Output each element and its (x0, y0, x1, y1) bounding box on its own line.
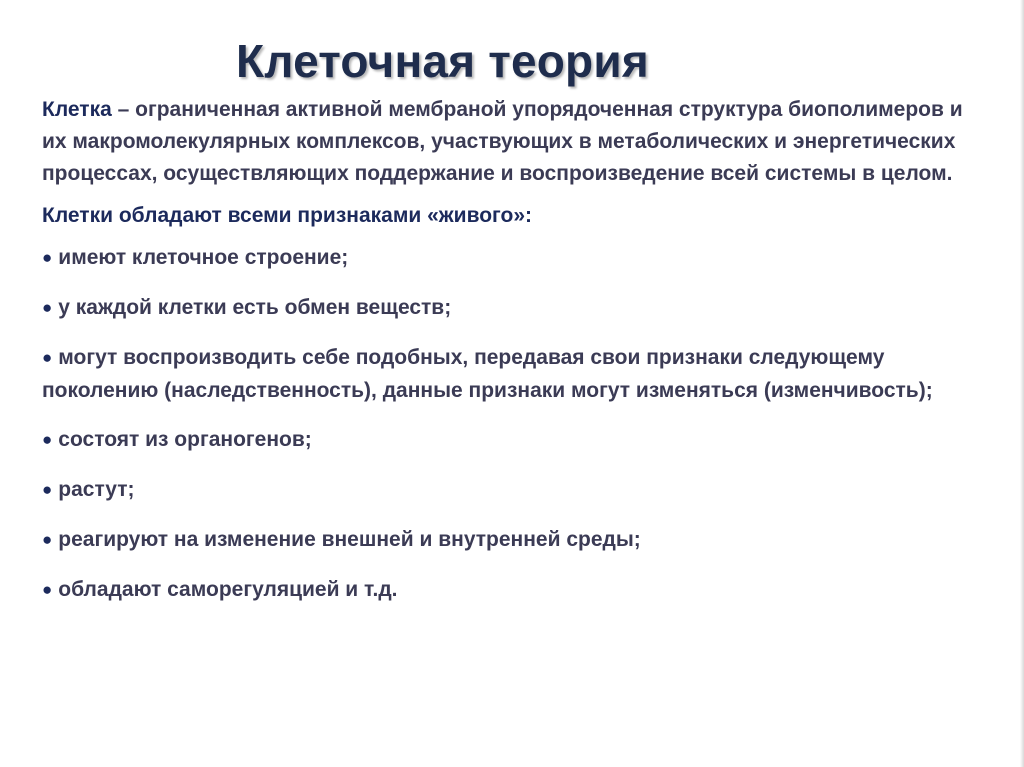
list-item-text: реагируют на изменение внешней и внутренней среды; (58, 528, 641, 551)
bullet-icon: ● (42, 580, 53, 599)
list-item (42, 524, 982, 557)
slide-title: Клеточная теория (236, 35, 649, 87)
list-item (42, 292, 982, 325)
list-item (42, 574, 982, 607)
list-item (42, 242, 982, 275)
list-item (42, 474, 982, 507)
definition-dash: – (111, 98, 136, 121)
list-item-text: могут воспроизводить себе подобных, передавая свои признаки следующему поколению (наследственность), данные признаки могут изменяться (изменчивость); (42, 346, 933, 402)
definition-text: ограниченная активной мембраной упорядоченная структура биополимеров и их макромолекулярных комплексов, участвующих в метаболических и энергетических процессах, осуществляющих поддержание и воспроизведение всей системы в целом. (42, 98, 963, 185)
bullet-icon: ● (42, 348, 53, 367)
list-item-text: состоят из органогенов; (58, 428, 312, 451)
bullet-icon: ● (42, 480, 53, 499)
cell-definition (42, 94, 982, 190)
bullet-icon: ● (42, 248, 53, 267)
list-item-text: имеют клеточное строение; (58, 246, 349, 269)
list-item (42, 342, 982, 407)
slide-edge-shadow (1020, 0, 1024, 767)
living-signs-list (42, 242, 982, 607)
list-item-text: растут; (58, 478, 135, 501)
list-item (42, 424, 982, 457)
living-signs-heading: Клетки обладают всеми признаками «живого»: (42, 204, 533, 227)
bullet-icon: ● (42, 430, 53, 449)
slide-content (42, 94, 982, 624)
list-item-text: у каждой клетки есть обмен веществ; (58, 296, 452, 319)
bullet-icon: ● (42, 530, 53, 549)
definition-term: Клетка (42, 98, 112, 121)
list-item-text: обладают саморегуляцией и т.д. (58, 578, 398, 601)
bullet-icon: ● (42, 298, 53, 317)
